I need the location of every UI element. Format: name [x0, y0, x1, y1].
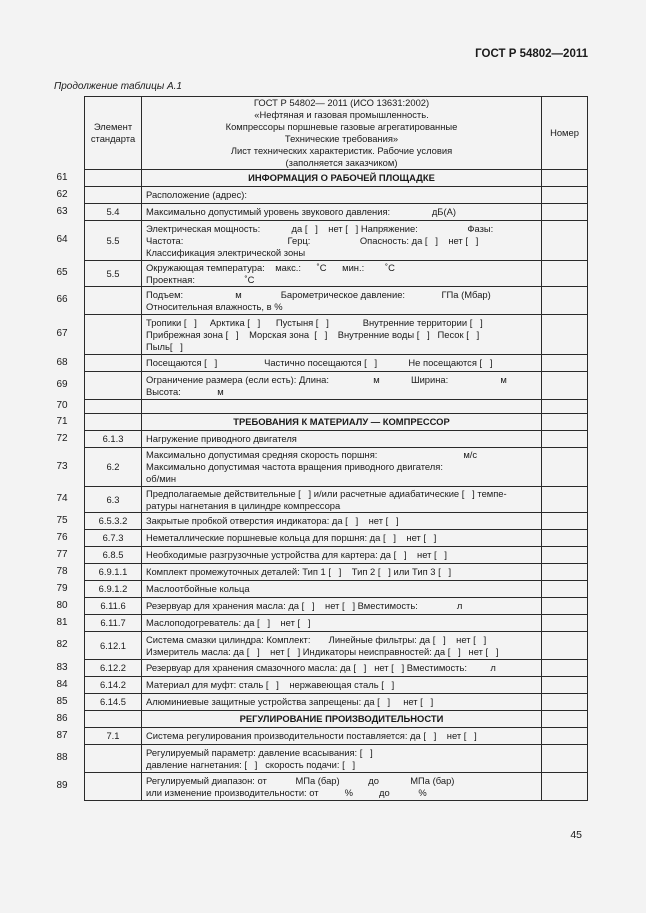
table-row [85, 372, 588, 400]
row-number: 76 [56, 531, 68, 543]
description-cell [142, 581, 542, 598]
row-number: 80 [56, 599, 68, 611]
number-cell [542, 221, 588, 261]
row-number: 73 [56, 460, 68, 472]
description-line: Резервуар для хранения масла: да [ ] нет [ ] Вместимость: л [146, 600, 463, 611]
table-row [85, 287, 588, 315]
header-element-cell [85, 97, 142, 170]
header-title-line: Компрессоры поршневые газовые агрегатированные [225, 121, 458, 132]
description-line: Нагружение приводного двигателя [146, 433, 297, 444]
page-number: 45 [570, 829, 582, 841]
description-cell [142, 615, 542, 632]
row-number: 63 [56, 205, 68, 217]
number-cell [542, 355, 588, 372]
table-row [85, 615, 588, 632]
description-line: Частота: Герц: Опасность: да [ ] нет [ ] [146, 234, 479, 246]
header-title-line: ГОСТ Р 54802— 2011 (ИСО 13631:2002) [253, 97, 430, 108]
description-cell [142, 728, 542, 745]
element-cell: 6.9.1.2 [85, 581, 142, 598]
row-number: 77 [56, 548, 68, 560]
header-title-line: Технические требования» [284, 133, 399, 144]
description-cell [142, 400, 542, 414]
table-row [85, 632, 588, 660]
description-line: Неметаллические поршневые кольца для поршня: да [ ] нет [ ] [146, 532, 437, 543]
table-row [85, 564, 588, 581]
description-line: Окружающая температура: макс.: ˚С мин.: ˚С [146, 261, 395, 273]
description-line: Электрическая мощность: да [ ] нет [ ] Напряжение: Фазы: [146, 222, 494, 234]
row-number: 83 [56, 661, 68, 673]
description-line: Закрытые пробкой отверстия индикатора: да [ ] нет [ ] [146, 515, 399, 526]
table-row [85, 694, 588, 711]
number-cell [542, 170, 588, 187]
description-line: Регулируемый диапазон: от МПа (бар) до МПа (бар) [146, 774, 455, 786]
row-number: 66 [56, 294, 68, 305]
standard-code: ГОСТ Р 54802—2011 [475, 48, 588, 60]
row-number: 86 [56, 712, 68, 724]
description-cell [142, 632, 542, 660]
description-cell [142, 448, 542, 487]
table-row [85, 170, 588, 187]
description-cell [142, 773, 542, 801]
number-cell [542, 448, 588, 487]
description-cell [142, 204, 542, 221]
description-cell [142, 745, 542, 773]
table-row [85, 677, 588, 694]
table-row [85, 728, 588, 745]
description-cell [142, 431, 542, 448]
description-cell [142, 372, 542, 400]
element-cell: 6.7.3 [85, 530, 142, 547]
row-number: 85 [56, 695, 68, 707]
row-number: 69 [56, 379, 68, 390]
description-cell [142, 355, 542, 372]
number-cell [542, 564, 588, 581]
description-line: или изменение производительности: от % до % [146, 786, 427, 798]
row-number: 89 [56, 780, 68, 791]
number-cell [542, 414, 588, 431]
element-cell: 6.12.2 [85, 660, 142, 677]
description-cell [142, 530, 542, 547]
header-element-line2: стандарта [90, 133, 136, 144]
element-cell: 5.5 [85, 261, 142, 287]
description-line: Относительная влажность, в % [146, 300, 283, 312]
number-cell [542, 287, 588, 315]
element-cell: 6.11.7 [85, 615, 142, 632]
table-row [85, 598, 588, 615]
description-line: Регулируемый параметр: давление всасывания: [ ] [146, 746, 373, 758]
table-row [85, 431, 588, 448]
table-row [85, 581, 588, 598]
section-heading: ИНФОРМАЦИЯ О РАБОЧЕЙ ПЛОЩАДКЕ [248, 172, 435, 183]
row-number: 61 [56, 171, 68, 183]
description-line: давление нагнетания: [ ] скорость подачи: [ ] [146, 758, 356, 770]
number-cell [542, 204, 588, 221]
element-cell: 6.8.5 [85, 547, 142, 564]
description-line: Пыль[ ] [146, 340, 183, 352]
number-cell [542, 530, 588, 547]
table-row [85, 745, 588, 773]
description-cell [142, 287, 542, 315]
description-cell [142, 487, 542, 513]
number-cell [542, 711, 588, 728]
element-cell [85, 400, 142, 414]
element-cell: 6.1.3 [85, 431, 142, 448]
description-line: Подъем: м Барометрическое давление: ГПа (Мбар) [146, 288, 491, 300]
description-line: Посещаются [ ] Частично посещаются [ ] Не посещаются [ ] [146, 357, 493, 368]
table-row [85, 547, 588, 564]
element-cell [85, 170, 142, 187]
description-cell [142, 187, 542, 204]
description-cell [142, 694, 542, 711]
element-cell: 5.5 [85, 221, 142, 261]
table-row [85, 487, 588, 513]
element-cell [85, 315, 142, 355]
table-row [85, 315, 588, 355]
number-cell [542, 677, 588, 694]
element-cell: 6.11.6 [85, 598, 142, 615]
table-row [85, 400, 588, 414]
number-cell [542, 400, 588, 414]
row-number: 74 [56, 493, 68, 504]
table-row [85, 221, 588, 261]
table-continuation-label: Продолжение таблицы А.1 [54, 81, 182, 92]
table-row [85, 355, 588, 372]
element-cell [85, 711, 142, 728]
description-line: Материал для муфт: сталь [ ] нержавеющая сталь [ ] [146, 679, 395, 690]
row-number: 78 [56, 565, 68, 577]
header-number-cell: Номер [542, 97, 588, 170]
table-row [85, 448, 588, 487]
description-line: Прибрежная зона [ ] Морская зона [ ] Внутренние воды [ ] Песок [ ] [146, 328, 480, 340]
number-cell [542, 660, 588, 677]
description-line: Система регулирования производительности поставляется: да [ ] нет [ ] [146, 730, 477, 741]
table-row [85, 204, 588, 221]
description-line: ратуры нагнетания в цилиндре компрессора [146, 499, 341, 511]
description-line: Проектная: ˚С [146, 273, 255, 285]
description-line: Комплект промежуточных деталей: Тип 1 [ ] Тип 2 [ ] или Тип 3 [ ] [146, 566, 452, 577]
table-row [85, 261, 588, 287]
row-number: 81 [56, 616, 68, 628]
number-cell [542, 694, 588, 711]
description-line: Измеритель масла: да [ ] нет [ ] Индикаторы неисправностей: да [ ] нет [ ] [146, 645, 499, 657]
element-cell: 6.3 [85, 487, 142, 513]
number-cell [542, 315, 588, 355]
table-row [85, 773, 588, 801]
element-cell: 6.12.1 [85, 632, 142, 660]
section-heading: РЕГУЛИРОВАНИЕ ПРОИЗВОДИТЕЛЬНОСТИ [239, 713, 444, 724]
description-cell [142, 564, 542, 581]
description-line: Алюминиевые защитные устройства запрещены: да [ ] нет [ ] [146, 696, 434, 707]
element-cell [85, 372, 142, 400]
element-cell: 7.1 [85, 728, 142, 745]
table-row [85, 711, 588, 728]
section-heading: ТРЕБОВАНИЯ К МАТЕРИАЛУ — КОМПРЕССОР [233, 416, 450, 427]
description-cell [142, 660, 542, 677]
table-row [85, 513, 588, 530]
row-number: 64 [56, 234, 68, 245]
description-line: Система смазки цилиндра: Комплект: Линейные фильтры: да [ ] нет [ ] [146, 633, 487, 645]
row-number: 72 [56, 432, 68, 444]
number-cell [542, 547, 588, 564]
row-number: 79 [56, 582, 68, 594]
element-cell: 6.5.3.2 [85, 513, 142, 530]
description-line: Максимально допустимый уровень звукового давления: дБ(А) [146, 206, 456, 217]
specification-table [84, 96, 588, 801]
number-cell [542, 372, 588, 400]
description-cell [142, 221, 542, 261]
description-cell [142, 547, 542, 564]
number-cell [542, 615, 588, 632]
header-title-line: Лист технических характеристик. Рабочие условия [230, 145, 453, 156]
element-cell [85, 745, 142, 773]
element-cell [85, 414, 142, 431]
description-line: Маслоподогреватель: да [ ] нет [ ] [146, 617, 311, 628]
table-row [85, 414, 588, 431]
description-line: Максимально допустимая средняя скорость поршня: м/с [146, 449, 478, 460]
row-number: 75 [56, 514, 68, 526]
table-row [85, 660, 588, 677]
description-line: Резервуар для хранения смазочного масла: да [ ] нет [ ] Вместимость: л [146, 662, 496, 673]
row-number: 84 [56, 678, 68, 690]
description-line: Максимально допустимая частота вращения приводного двигателя: [146, 461, 443, 472]
description-line: об/мин [146, 473, 177, 484]
number-cell [542, 598, 588, 615]
element-cell [85, 355, 142, 372]
header-title-cell [142, 97, 542, 170]
description-line: Тропики [ ] Арктика [ ] Пустыня [ ] Внутренние территории [ ] [146, 316, 483, 328]
number-cell [542, 261, 588, 287]
table-row [85, 530, 588, 547]
number-cell [542, 431, 588, 448]
description-cell [142, 315, 542, 355]
row-number: 87 [56, 729, 68, 741]
header-element-line1: Элемент [93, 121, 133, 132]
row-number: 70 [56, 400, 68, 411]
number-cell [542, 773, 588, 801]
number-cell [542, 632, 588, 660]
table-row [85, 187, 588, 204]
description-line: Маслоотбойные кольца [146, 583, 250, 594]
description-line: Ограничение размера (если есть): Длина: м Ширина: м [146, 373, 507, 385]
row-number: 68 [56, 356, 68, 368]
section-heading-cell [142, 711, 542, 728]
description-line: Необходимые разгрузочные устройства для картера: да [ ] нет [ ] [146, 549, 448, 560]
row-number: 67 [56, 328, 68, 339]
element-cell: 6.14.5 [85, 694, 142, 711]
row-number: 82 [56, 639, 68, 650]
number-cell [542, 581, 588, 598]
row-number: 62 [56, 188, 68, 200]
element-cell [85, 187, 142, 204]
row-number: 71 [56, 415, 68, 427]
element-cell [85, 773, 142, 801]
header-title-line: «Нефтяная и газовая промышленность. [254, 109, 429, 120]
description-cell [142, 598, 542, 615]
number-cell [542, 728, 588, 745]
section-heading-cell [142, 414, 542, 431]
element-cell [85, 287, 142, 315]
description-line: Расположение (адрес): [146, 189, 247, 200]
description-line: Предполагаемые действительные [ ] и/или расчетные адиабатические [ ] темпе- [146, 487, 507, 499]
section-heading-cell [142, 170, 542, 187]
description-line: Классификация электрической зоны [146, 246, 306, 258]
description-line: Высота: м [146, 385, 224, 397]
element-cell: 6.2 [85, 448, 142, 487]
number-cell [542, 187, 588, 204]
row-number: 88 [56, 752, 68, 763]
number-cell [542, 487, 588, 513]
table-header-row [85, 97, 588, 170]
header-title-line: (заполняется заказчиком) [285, 157, 398, 168]
element-cell: 6.9.1.1 [85, 564, 142, 581]
number-cell [542, 745, 588, 773]
row-number: 65 [56, 267, 68, 278]
description-cell [142, 261, 542, 287]
element-cell: 5.4 [85, 204, 142, 221]
element-cell: 6.14.2 [85, 677, 142, 694]
description-cell [142, 513, 542, 530]
description-cell [142, 677, 542, 694]
number-cell [542, 513, 588, 530]
